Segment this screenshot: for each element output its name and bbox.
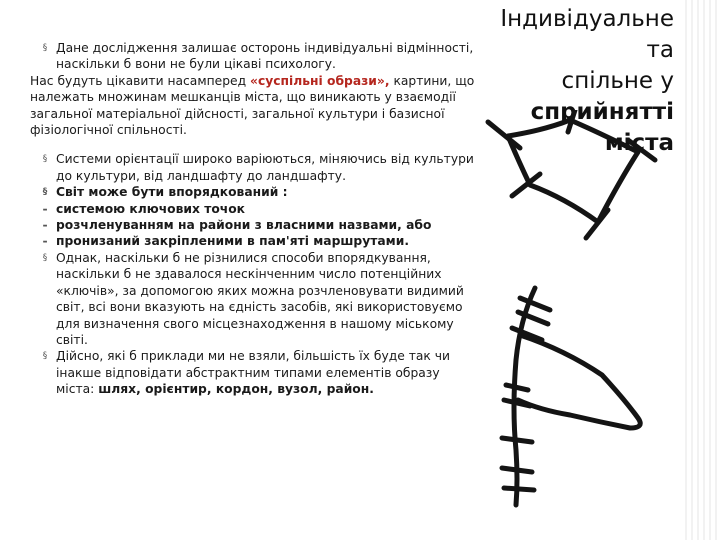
list-item bbox=[30, 250, 475, 348]
title-line: спільне у bbox=[561, 68, 674, 94]
list-item-text: Дійсно, які б приклади ми не взяли, більшість їх буде так чи інакше відповідати абстрактним типами елементів образу міста: bbox=[56, 349, 450, 397]
list-item-text: Світ може бути впорядкований : bbox=[56, 185, 288, 200]
list-item bbox=[30, 151, 475, 184]
bullet-square-icon: § bbox=[42, 187, 48, 198]
list-item-text: Однак, наскільки б не різнилися способи впорядкування, наскільки б не здавалося нескінченним число потенційних «ключів», за допомогою яких можна розчленовувати видимий світ, всі вони вказують на єдність засобів, які використовуємо для визначення свого місцезнаходження в нашому міському світі. bbox=[56, 250, 464, 347]
sub-list-item-text: пронизаний закріпленими в пам'яті маршрутами. bbox=[56, 234, 410, 249]
list-item-text: Системи орієнтації широко варіюються, міняючись від культури до культури, від ландшафту до ландшафту. bbox=[56, 152, 474, 183]
dash-icon: - bbox=[42, 234, 48, 249]
intro-bullet-text: Дане дослідження залишає осторонь індивідуальні відмінності, наскільки б вони не були цікаві психологу. bbox=[56, 41, 474, 72]
title-line: сприйнятті міста bbox=[530, 99, 674, 156]
intro-paragraph bbox=[30, 73, 475, 139]
city-elements-bold: шлях, орієнтир, кордон, вузол, район. bbox=[98, 382, 374, 397]
social-images-highlight: «суспільні образи», bbox=[250, 73, 390, 88]
sub-list-item bbox=[30, 217, 475, 233]
intro-paragraph-rest: картини, що належать множинам мешканців міста, що виникають у взаємодії загальної матеріальної дійсності, загальної культури і базисної фізіологічної спільності. bbox=[30, 73, 475, 138]
dash-icon: - bbox=[42, 201, 48, 216]
path-edge-drawing bbox=[502, 288, 640, 505]
list-item bbox=[30, 348, 475, 397]
sub-list-item bbox=[30, 201, 475, 217]
bullet-square-icon: § bbox=[42, 252, 48, 263]
city-elements-sketch bbox=[480, 110, 680, 535]
decorative-stripes bbox=[681, 0, 720, 540]
bullet-square-icon: § bbox=[42, 351, 48, 362]
list-item bbox=[30, 184, 475, 200]
bullet-square-icon: § bbox=[42, 154, 48, 165]
intro-bullet bbox=[30, 40, 475, 73]
sub-list-item-text: розчленуванням на райони з власними назвами, або bbox=[56, 218, 432, 233]
title-line: Індивідуальне та bbox=[500, 6, 674, 63]
node-loop-drawing bbox=[488, 110, 655, 238]
dash-icon: - bbox=[42, 218, 48, 233]
main-text bbox=[30, 40, 475, 398]
sub-list-item-text: системою ключових точок bbox=[56, 201, 246, 216]
sub-list-item bbox=[30, 233, 475, 249]
intro-paragraph-start: Нас будуть цікавити насамперед bbox=[30, 73, 250, 88]
bullet-square-icon: § bbox=[42, 43, 48, 53]
